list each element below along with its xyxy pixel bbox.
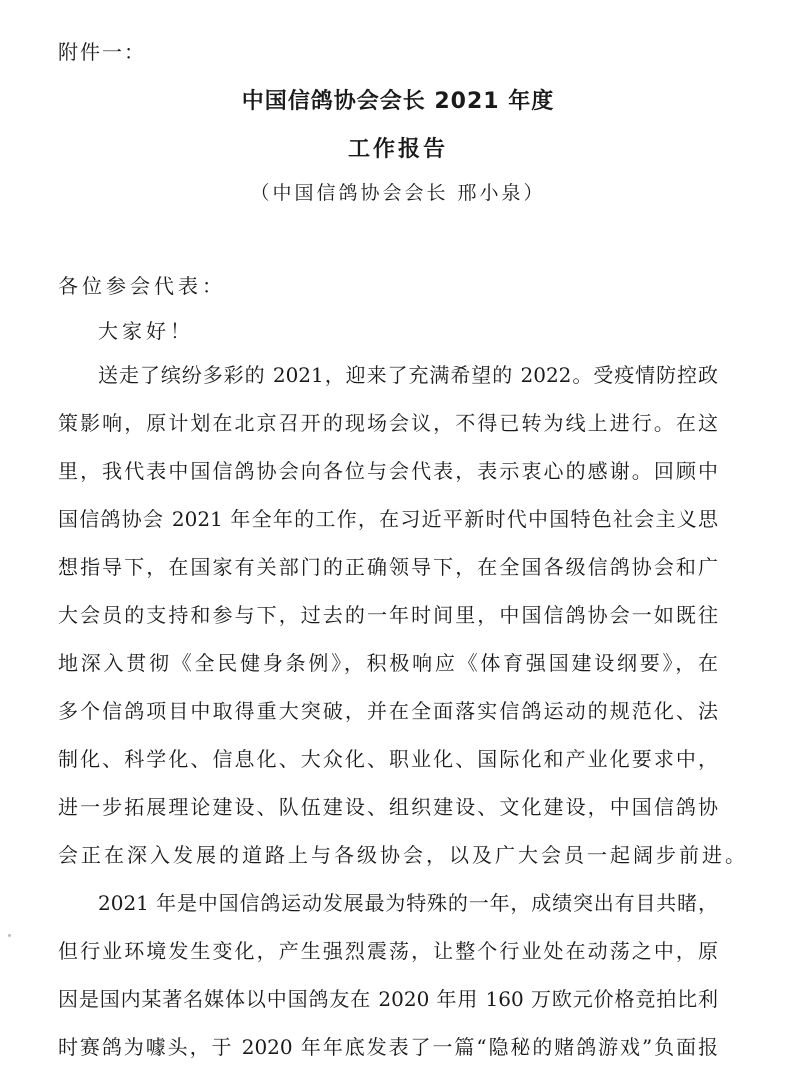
greeting: 大家好！ [98, 319, 194, 343]
report-subtitle: 工作报告 [347, 137, 448, 162]
attachment-label: 附件一： [58, 40, 146, 64]
paragraph-1-line-6: 大会员的支持和参与下，过去的一年时间里，中国信鸽协会一如既往 [58, 603, 718, 627]
report-title: 中国信鸽协会会长 2021 年度 [241, 89, 555, 114]
paragraph-1-line-5: 想指导下，在国家有关部门的正确领导下，在全国各级信鸽协会和广 [58, 555, 718, 579]
paragraph-2-line-1: 2021 年是中国信鸽运动发展最为特殊的一年，成绩突出有目共睹， [98, 891, 718, 915]
paragraph-1-line-2: 策影响，原计划在北京召开的现场会议，不得已转为线上进行。在这 [58, 411, 718, 435]
paragraph-1-line-3: 里，我代表中国信鸽协会向各位与会代表，表示衷心的感谢。回顾中 [58, 459, 718, 483]
paragraph-2-line-3: 因是国内某著名媒体以中国鸽友在 2020 年用 160 万欧元价格竞拍比利 [58, 987, 718, 1011]
paragraph-1-line-9: 制化、科学化、信息化、大众化、职业化、国际化和产业化要求中， [58, 747, 718, 771]
report-author: （中国信鸽协会会长 邢小泉） [250, 182, 546, 204]
paragraph-1-line-4: 国信鸽协会 2021 年全年的工作，在习近平新时代中国特色社会主义思 [58, 507, 718, 531]
paragraph-1-line-8: 多个信鸽项目中取得重大突破，并在全面落实信鸽运动的规范化、法 [58, 699, 718, 723]
paragraph-1-line-10: 进一步拓展理论建设、队伍建设、组织建设、文化建设，中国信鸽协 [58, 795, 718, 819]
paragraph-1-line-11: 会正在深入发展的道路上与各级协会，以及广大会员一起阔步前进。 [58, 843, 748, 867]
scan-speck [8, 934, 11, 937]
paragraph-1-line-1: 送走了缤纷多彩的 2021，迎来了充满希望的 2022。受疫情防控政 [98, 363, 718, 387]
paragraph-2-line-2: 但行业环境发生变化，产生强烈震荡，让整个行业处在动荡之中，原 [58, 939, 718, 963]
paragraph-2-line-4: 时赛鸽为噱头，于 2020 年年底发表了一篇“隐秘的赌鸽游戏”负面报 [58, 1035, 718, 1059]
salutation: 各位参会代表： [58, 274, 226, 298]
paragraph-1-line-7: 地深入贯彻《全民健身条例》，积极响应《体育强国建设纲要》，在 [58, 651, 718, 675]
